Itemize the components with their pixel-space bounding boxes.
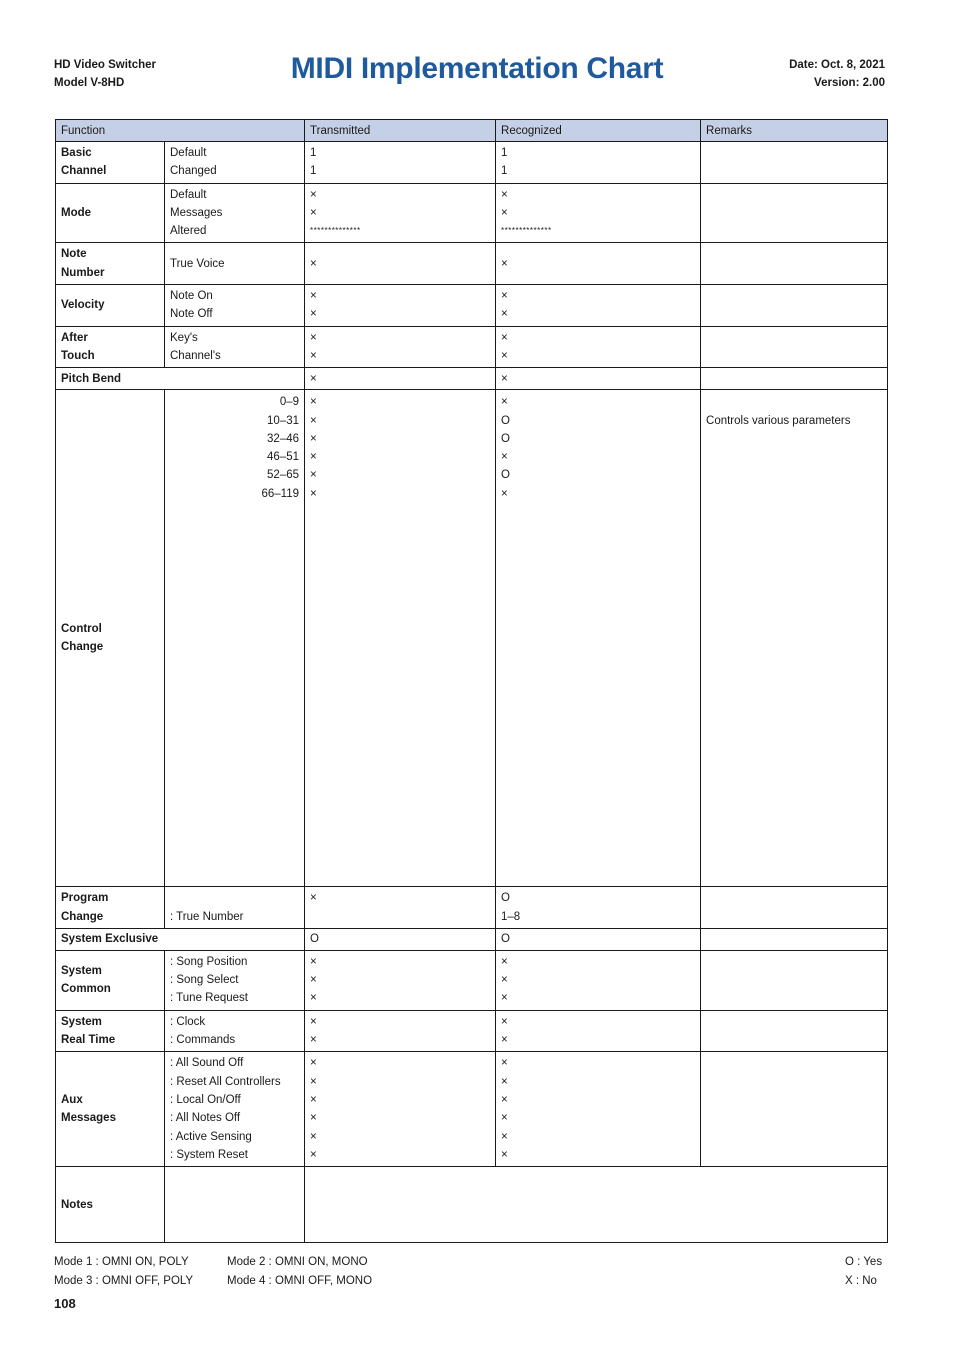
sub-line: Changed xyxy=(170,165,217,178)
table-row xyxy=(56,390,888,887)
rx-system-common xyxy=(496,950,701,1010)
footer-legend xyxy=(845,1253,882,1291)
page-number: 108 xyxy=(54,1296,76,1311)
function-program-change xyxy=(56,887,165,929)
spacer-line xyxy=(170,889,299,907)
sub-velocity xyxy=(165,285,305,327)
rx-value: × xyxy=(501,1093,508,1106)
tx-value: × xyxy=(310,1075,317,1088)
mode-4: Mode 4 : OMNI OFF, MONO xyxy=(227,1275,373,1287)
sub-system-real-time xyxy=(165,1010,305,1052)
rx-value: × xyxy=(501,1130,508,1143)
sub-basic-channel xyxy=(165,142,305,184)
function-basic-channel xyxy=(56,142,165,184)
rx-basic-channel xyxy=(496,142,701,184)
rx-value: × xyxy=(501,992,508,1005)
label-line: Change xyxy=(61,910,104,923)
sub-line: : True Number xyxy=(170,910,244,923)
cc-range: 32–46 xyxy=(267,432,300,445)
tx-value: × xyxy=(310,1034,317,1047)
table-row xyxy=(56,1010,888,1052)
function-system-real-time xyxy=(56,1010,165,1052)
rx-note-number: × xyxy=(496,243,701,285)
tx-control-change xyxy=(305,390,496,887)
label-line: Aux xyxy=(61,1093,83,1106)
tx-aux-messages xyxy=(305,1052,496,1167)
rx-value: × xyxy=(501,1075,508,1088)
tx-value: × xyxy=(310,1015,317,1028)
header-transmitted: Transmitted xyxy=(305,120,496,142)
tx-velocity xyxy=(305,285,496,327)
sub-program-change xyxy=(165,887,305,929)
rx-value: 1–8 xyxy=(501,910,521,923)
rx-after-touch xyxy=(496,326,701,368)
cc-range: 0–9 xyxy=(279,396,300,409)
tx-after-touch xyxy=(305,326,496,368)
function-pitch-bend: Pitch Bend xyxy=(56,368,305,390)
rx-value: 1 xyxy=(501,165,508,178)
label-line: Program xyxy=(61,892,109,905)
label-line: After xyxy=(61,331,88,344)
label-line: Number xyxy=(61,266,105,279)
rx-value: O xyxy=(501,432,510,445)
sub-notes xyxy=(165,1167,305,1243)
tx-value: × xyxy=(310,974,317,987)
tx-mode xyxy=(305,183,496,243)
rx-value: 1 xyxy=(501,147,508,159)
tx-note-number: × xyxy=(305,243,496,285)
tx-system-exclusive: O xyxy=(305,928,496,950)
product-name: HD Video Switcher xyxy=(54,59,157,71)
remarks-system-common xyxy=(701,950,888,1010)
sub-line: Default xyxy=(170,188,207,201)
function-mode: Mode xyxy=(56,183,165,243)
table-row xyxy=(56,1167,888,1243)
tx-value: × xyxy=(310,1093,317,1106)
sub-aux-messages xyxy=(165,1052,305,1167)
footer-modes-col1 xyxy=(54,1253,193,1291)
rx-system-exclusive: O xyxy=(496,928,701,950)
sub-line: : Song Position xyxy=(170,955,248,968)
sub-after-touch xyxy=(165,326,305,368)
label-line: Channel xyxy=(61,165,107,178)
mode-3: Mode 3 : OMNI OFF, POLY xyxy=(54,1275,194,1287)
header-recognized: Recognized xyxy=(496,120,701,142)
model-name: Model V-8HD xyxy=(54,77,125,89)
label-line: Change xyxy=(61,641,104,654)
rx-value: × xyxy=(501,331,508,344)
table-row xyxy=(56,243,888,285)
tx-value: × xyxy=(310,1148,317,1161)
rx-value: ************** xyxy=(501,226,552,236)
cc-range: 52–65 xyxy=(267,469,300,482)
sub-line: Default xyxy=(170,147,207,159)
notes-content xyxy=(305,1167,888,1243)
tx-value: ************** xyxy=(310,226,361,236)
remarks-basic-channel xyxy=(701,142,888,184)
function-control-change xyxy=(56,390,165,887)
label-line: Touch xyxy=(61,349,95,362)
table-row xyxy=(56,950,888,1010)
tx-value: × xyxy=(310,992,317,1005)
label-line: System xyxy=(61,965,102,977)
rx-mode xyxy=(496,183,701,243)
remarks-program-change xyxy=(701,887,888,929)
tx-value: × xyxy=(310,349,317,362)
rx-value: × xyxy=(501,451,508,464)
tx-system-common xyxy=(305,950,496,1010)
rx-aux-messages xyxy=(496,1052,701,1167)
tx-value: × xyxy=(310,290,317,303)
rx-program-change xyxy=(496,887,701,929)
sub-system-common xyxy=(165,950,305,1010)
tx-basic-channel xyxy=(305,142,496,184)
rx-value: × xyxy=(501,290,508,303)
tx-value: × xyxy=(310,955,317,968)
rx-value: × xyxy=(501,955,508,968)
sub-control-change xyxy=(165,390,305,887)
header-version-info xyxy=(789,56,885,92)
tx-value: × xyxy=(310,331,317,344)
table-row xyxy=(56,368,888,390)
remarks-system-real-time xyxy=(701,1010,888,1052)
tx-value: × xyxy=(310,1130,317,1143)
sub-line: : Local On/Off xyxy=(170,1093,241,1106)
sub-line: Messages xyxy=(170,206,223,219)
page-title: MIDI Implementation Chart xyxy=(290,52,664,85)
remarks-control-change xyxy=(701,390,888,887)
rx-value: O xyxy=(501,469,510,482)
table-row xyxy=(56,326,888,368)
table-row xyxy=(56,887,888,929)
sub-line: Note Off xyxy=(170,308,213,321)
tx-program-change xyxy=(305,887,496,929)
remarks-after-touch xyxy=(701,326,888,368)
label-line: System xyxy=(61,1015,102,1028)
label-line: Common xyxy=(61,983,111,996)
sub-line: : Tune Request xyxy=(170,992,248,1005)
header-function: Function xyxy=(56,120,305,142)
rx-value: O xyxy=(501,414,510,427)
tx-value: × xyxy=(310,1057,317,1070)
function-aux-messages xyxy=(56,1052,165,1167)
tx-system-real-time xyxy=(305,1010,496,1052)
table-row xyxy=(56,1052,888,1167)
sub-line: : Reset All Controllers xyxy=(170,1075,281,1088)
rx-value: × xyxy=(501,974,508,987)
sub-line: : Active Sensing xyxy=(170,1130,252,1143)
function-system-exclusive: System Exclusive xyxy=(56,928,305,950)
sub-line: Key's xyxy=(170,331,198,344)
tx-value: × xyxy=(310,451,317,464)
footer-modes-col2 xyxy=(227,1253,372,1291)
tx-value: × xyxy=(310,432,317,445)
tx-value: × xyxy=(310,892,317,905)
label-line: Messages xyxy=(61,1112,116,1125)
tx-value: × xyxy=(310,469,317,482)
function-after-touch xyxy=(56,326,165,368)
rx-pitch-bend: × xyxy=(496,368,701,390)
date: Date: Oct. 8, 2021 xyxy=(789,59,885,71)
table-header-row xyxy=(56,120,888,142)
remarks-velocity xyxy=(701,285,888,327)
sub-line: : System Reset xyxy=(170,1148,248,1161)
sub-line: : Clock xyxy=(170,1015,206,1028)
mode-1: Mode 1 : OMNI ON, POLY xyxy=(54,1256,189,1268)
legend-yes: O : Yes xyxy=(845,1256,883,1268)
rx-value: × xyxy=(501,1148,508,1161)
rx-value: × xyxy=(501,349,508,362)
tx-pitch-bend: × xyxy=(305,368,496,390)
function-notes: Notes xyxy=(56,1167,165,1243)
rx-value: × xyxy=(501,1112,508,1125)
tx-value: × xyxy=(310,206,317,219)
table-row xyxy=(56,142,888,184)
tx-value: 1 xyxy=(310,147,317,159)
rx-value: × xyxy=(501,1015,508,1028)
midi-implementation-table xyxy=(55,119,888,1243)
rx-velocity xyxy=(496,285,701,327)
cc-range: 66–119 xyxy=(261,487,300,500)
rx-value: O xyxy=(501,892,510,905)
label-line: Basic xyxy=(61,147,92,159)
tx-value: × xyxy=(310,414,317,427)
mode-2: Mode 2 : OMNI ON, MONO xyxy=(227,1256,368,1268)
tx-value: × xyxy=(310,188,317,201)
remarks-system-exclusive xyxy=(701,928,888,950)
rx-value: × xyxy=(501,1034,508,1047)
rx-value: × xyxy=(501,1057,508,1070)
spacer-line xyxy=(310,908,490,926)
rx-value: × xyxy=(501,396,508,409)
sub-line: : All Sound Off xyxy=(170,1057,244,1070)
sub-line: : Commands xyxy=(170,1034,236,1047)
header-remarks: Remarks xyxy=(701,120,888,142)
sub-line: : All Notes Off xyxy=(170,1112,241,1125)
tx-value: × xyxy=(310,1112,317,1125)
sub-line: Channel's xyxy=(170,349,221,362)
rx-value: × xyxy=(501,206,508,219)
remark-text: Controls various parameters xyxy=(706,414,851,427)
cc-range: 46–51 xyxy=(267,451,300,464)
cc-range: 10–31 xyxy=(267,414,300,427)
sub-line: Altered xyxy=(170,225,207,238)
remarks-note-number xyxy=(701,243,888,285)
label-line: Note xyxy=(61,248,87,261)
sub-line: : Song Select xyxy=(170,974,239,987)
sub-mode xyxy=(165,183,305,243)
table-row xyxy=(56,183,888,243)
rx-system-real-time xyxy=(496,1010,701,1052)
sub-line: Note On xyxy=(170,290,213,303)
tx-value: × xyxy=(310,396,317,409)
table-row xyxy=(56,928,888,950)
rx-value: × xyxy=(501,487,508,500)
sub-note-number: True Voice xyxy=(165,243,305,285)
rx-value: × xyxy=(501,188,508,201)
label-line: Real Time xyxy=(61,1034,116,1047)
function-note-number xyxy=(56,243,165,285)
rx-control-change xyxy=(496,390,701,887)
tx-value: × xyxy=(310,308,317,321)
version: Version: 2.00 xyxy=(814,77,885,89)
label-line: Control xyxy=(61,622,102,635)
legend-no: X : No xyxy=(845,1275,877,1287)
rx-value: × xyxy=(501,308,508,321)
remarks-pitch-bend xyxy=(701,368,888,390)
table-row xyxy=(56,285,888,327)
tx-value: 1 xyxy=(310,165,317,178)
remarks-aux-messages xyxy=(701,1052,888,1167)
function-velocity: Velocity xyxy=(56,285,165,327)
remarks-mode xyxy=(701,183,888,243)
function-system-common xyxy=(56,950,165,1010)
tx-value: × xyxy=(310,487,317,500)
